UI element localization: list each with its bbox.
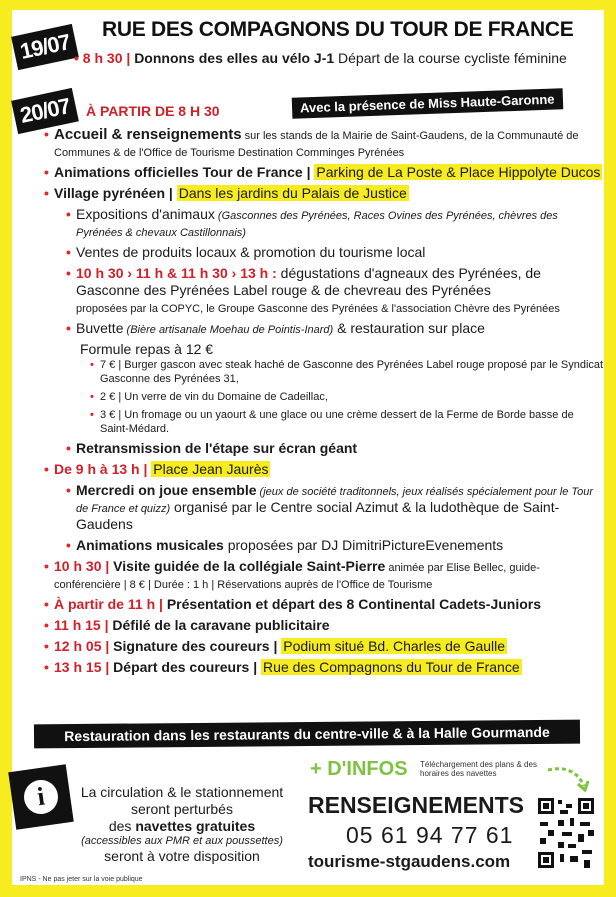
list-item-cadets: • À partir de 11 h | Présentation et départ des 8 Continental Cadets-Juniors [44,596,604,613]
ipns-note: IPNS - Ne pas jeter sur la voie publique [20,876,143,883]
plus-infos-heading: + D'INFOS [310,758,408,780]
phone-number[interactable]: 05 61 94 77 61 [346,822,514,848]
list-item-signature: • 12 h 05 | Signature des coureurs | Podium situé Bd. Charles de Gaulle [44,638,604,655]
start-time-heading: À PARTIR DE 8 H 30 [86,103,220,119]
curved-arrow-icon [544,764,594,794]
list-item-degustations: • 10 h 30 › 11 h & 11 h 30 › 13 h : dégustations d'agneaux des Pyrénées, de Gasconne des Pyrénées Label rouge & de chevreau des Pyrénées proposées par la COPYC, le Groupe Gasconne des Pyrénées & l'association Chèvre des Pyrénées [66,265,604,316]
page-title: RUE DES COMPAGNONS DU TOUR DE FRANCE [102,18,574,41]
list-item-ventes: • Ventes de produits locaux & promotion du tourisme local [66,244,604,261]
list-item-animations: • Animations officielles Tour de France | Parking de La Poste & Place Hippolyte Ducos [44,164,604,181]
list-item-caravane: • 11 h 15 | Défilé de la caravane publicitaire [44,617,604,634]
list-item-visite: • 10 h 30 | Visite guidée de la collégiale Saint-Pierre animée par Elise Bellec, guide-conférencière | 8 € | Durée : 1 h | Réservations auprès de l'Office de Tourisme [44,558,604,592]
list-item-depart: • 13 h 15 | Départ des coureurs | Rue des Compagnons du Tour de France [44,659,604,676]
list-item-buvette: • Buvette (Bière artisanale Moehau de Pointis-Inard) & restauration sur place [66,320,604,337]
info-icon: i [22,778,60,816]
formule-repas: Formule repas à 12 € [80,341,214,357]
list-item-village: • Village pyrénéen | Dans les jardins du Palais de Justice [44,185,604,202]
program-list [44,126,604,680]
traffic-info [12,760,296,878]
list-item-musique: • Animations musicales proposées par DJ DimitriPictureEvenements [66,537,604,554]
restauration-banner: Restauration dans les restaurants du centre-ville & à la Halle Gourmande [34,720,580,749]
date-tag-19-07: 19/07 [11,24,79,70]
list-item-expositions: • Expositions d'animaux (Gasconnes des Pyrénées, Races Ovines des Pyrénées, chèvres des Pyrénées & chevaux Castillonnais) [66,206,604,240]
renseignements-heading: RENSEIGNEMENTS [308,792,524,818]
event-line-19-07: • 8 h 30 | Donnons des elles au vélo J-1 Départ de la course cycliste féminine [74,50,567,66]
list-item-accueil: • Accueil & renseignements sur les stands de la Mairie de Saint-Gaudens, de la Communauté de Communes & de l'Office de Tourisme Destination Comminges Pyrénées [44,126,604,160]
menu-item-3: • 3 € | Un fromage ou un yaourt & une glace ou une crème dessert de la Ferme de Borde basse de Saint-Médard. [90,408,604,436]
list-item-retransmission: • Retransmission de l'étape sur écran géant [66,440,604,457]
date-tag-20-07: 20/07 [11,88,79,134]
menu-item-2: • 2 € | Un verre de vin du Domaine de Cadeillac, [90,390,604,404]
traffic-info-text: La circulation & le stationnement seront perturbés des navettes gratuites (accessibles aux PMR et aux poussettes) seront à votre disposition [80,784,284,864]
list-item-mercredi: • Mercredi on joue ensemble (jeux de société traditonnels, jeux réalisés spécialement pour le Tour de France et quizz) organisé par le Centre social Azimut & la ludothèque de Saint-Gaudens [66,482,604,533]
website-link[interactable]: tourisme-stgaudens.com [308,852,511,871]
qr-code-icon[interactable] [536,794,596,872]
list-item-jaures: • De 9 h à 13 h | Place Jean Jaurès [44,461,604,478]
menu-item-1: • 7 € | Burger gascon avec steak haché de Gasconne des Pyrénées Label rouge proposé par le Syndicat Gasconne des Pyrénées 31, [90,358,604,386]
contact-box [302,752,598,880]
download-note: Téléchargement des plans & des horaires des navettes [420,760,537,778]
miss-banner: Avec la présence de Miss Haute-Garonne [292,88,563,118]
